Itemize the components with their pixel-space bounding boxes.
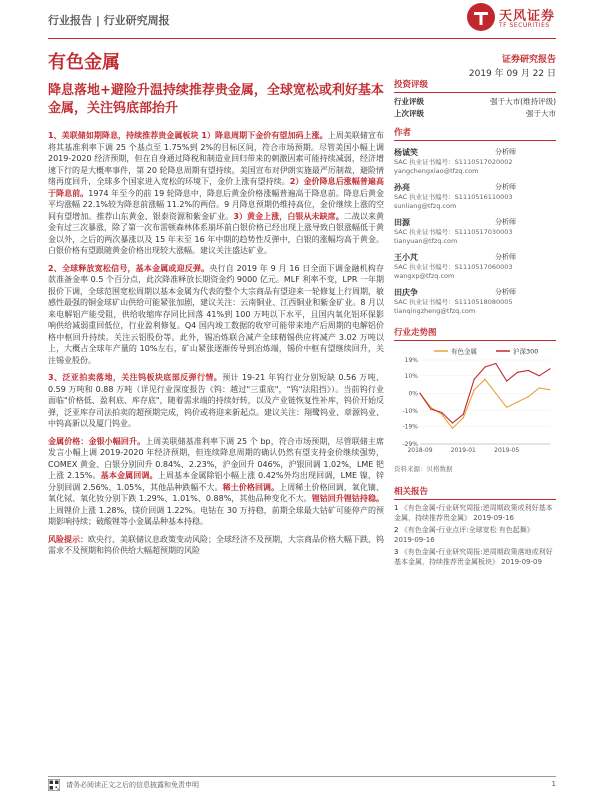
related-reports [394,485,556,567]
risk-text: 欧央行、美联储议息政策变动风险；全球经济不及预期，大宗商品价格大幅下跌、钨需求不及预期和钨价供给大幅超预期的风险 [48,534,384,555]
qr-code-icon [48,779,60,791]
data-point [528,396,529,397]
y-tick-label: -10% [402,407,418,415]
related-list [394,503,556,567]
analyst-header [394,147,556,158]
series-line-1 [420,379,550,428]
report-headline: 降息落地+避险升温持续推荐贵金属，全球宽松或利好基本金属，关注钨底部抬升 [48,83,384,116]
rating-key: 行业评级 [394,97,424,106]
data-point [484,366,485,367]
section-1-text-2: 1974 年至今的前 19 轮降息中，降息后黄金价格涨幅普遍高于降息前。降息后黄金平均涨幅 22.1%较为降息前涨幅 11.2%的两倍。9 月降息预期仍维持高位，金价继续上涨的空间有望增加。推荐山东黄金、银泰资源和紫金矿业。 [48,188,384,221]
data-point [506,407,507,408]
x-tick-label: 2018-09 [407,447,433,454]
data-point [441,412,442,413]
analyst-header [394,217,556,228]
analyst-email[interactable]: yangchengxiao@tfzq.com [394,167,479,175]
section-1-lead: 1、美联储如期降息，持续推荐贵金属板块 1）降息周期下金价有望加码上涨。 [48,131,328,140]
chart-title: 行业走势图 [394,326,556,341]
section-4 [48,436,384,528]
analyst-name: 田源 [394,218,410,227]
data-point [539,387,540,388]
section-2 [48,263,384,367]
analyst-header [394,287,556,298]
section-4-lead: 金属价格：金银小幅回升。 [48,436,146,446]
section-2-lead: 2、全球释放宽松信号，基本金属或迎反弹。 [48,263,210,273]
analyst-role: 分析师 [495,288,516,296]
analyst-list [394,147,556,316]
tf-logo-icon [466,2,496,32]
data-point [474,379,475,380]
industry-trend-chart [394,326,556,473]
analyst-email[interactable]: wangxp@tfzq.com [394,272,455,280]
section-4-text-3: 上周稀土价格回调，氧化镝、氧化铽、氧化钕分别下跌 1.29%、1.01%、0.88%，其他品种变化不大。 [48,482,385,503]
analyst-license: SAC 执业证书编号：S1110517020002 [394,158,513,166]
section-4-highlight-3: 稀土价格回调。 [222,482,280,492]
section-4-text-1: 上周美联储基准利率下调 25 个 bp，符合市场预期，尽管联储主席发言小幅上调 2019-2020 年经济预期，但连续降息周期的确认仍然有望支持金价继续强势，COMEX 黄金、白银分别回升 0.84%、2.23%，沪金回升 046%，沪银回调 1.02%，LME 钯上涨 2.15%。 [48,436,385,480]
analyst-header [394,252,556,263]
rating-row-industry [394,96,556,108]
data-point [539,375,540,376]
rating-value: 强于大市 [526,109,556,118]
section-1-text-3: 二战以来黄金有过三次暴涨，除了第一次布雷顿森林体系崩坏前白银价格已经出现上涨导致白银涨幅低于黄金以外，之后的两次暴涨以及 15 年末至 16 年中期的趋势性反弹中，白银的涨幅均高于黄金。白银价格有望跟随黄金价格出现较大涨幅。建议关注盛达矿业。 [48,211,385,255]
report-category: 行业报告 | 行业研究周报 [48,14,170,27]
data-point [441,414,442,415]
section-4-highlight-4: 锂钴回升锂钴持稳。 [311,494,384,503]
analysts-title: 作者 [394,126,556,141]
analyst-license: SAC 执业证书编号：S1110517030003 [394,228,513,236]
related-report-number: 3 [394,548,399,556]
industry-title: 有色金属 [48,52,120,73]
related-report-item[interactable] [394,547,556,567]
y-tick-label: 10% [404,372,418,380]
related-report-item[interactable] [394,525,556,545]
section-1-highlight-2: 2）金价降息后涨幅普遍高于降息前。 [48,177,384,198]
related-report-title: 《有色金属-行业研究周报:逆周期政策落地或利好基本金属，持续推荐贵金属板块》 2019-09-09 [394,548,553,566]
y-tick-label: -19% [402,423,418,431]
data-point [528,370,529,371]
legend-label: 沪深300 [513,347,539,356]
sidebar [394,78,556,569]
data-point [517,401,518,402]
x-tick-label: 2019-01 [450,447,476,454]
analyst-email[interactable]: tianqingzheng@tfzq.com [394,307,476,315]
header-divider [48,38,556,39]
risk-section [48,534,384,557]
related-report-title: 《有色金属-行业研究周报:逆周期政策或利好基本金属，持续推荐贵金属》 2019-09-16 [394,504,553,522]
data-point [495,363,496,364]
analyst-card [394,147,556,176]
section-3-text: 预计 19-21 年钨行业分别短缺 0.56 万吨、0.59 万吨和 0.88 万吨（详见行业深度报告《钨：越过"三重底"，"钨"法阻挡》）。当前钨行业面临"价格低、盈利底、库存底"，随着需求端的持续好转，以及产业链恢复性补库，钨价开始反弹，泛亚库存司法拍卖的超预期完成，钨价或将迎来新起点。建议关注：翔鹭钨业、章源钨业、中钨高新以及厦门钨业。 [48,373,384,428]
tf-securities-logo [466,2,556,36]
data-point [452,428,453,429]
analyst-card [394,182,556,211]
trend-chart-svg [394,344,556,462]
logo-text-cn: 天风证券 [499,9,556,24]
analyst-role: 分析师 [495,218,516,226]
section-3-lead: 3、泛亚拍卖落地，关注钨板块底部反弹行情。 [48,373,223,382]
analyst-email[interactable]: sunliang@tfzq.com [394,202,457,210]
analyst-name: 王小芃 [394,253,418,262]
related-report-title: 《有色金属-行业点评:全球宽松 有色起舞》 2019-09-16 [394,526,534,544]
analyst-card [394,217,556,246]
analyst-email[interactable]: tianyuan@tfzq.com [394,237,458,245]
related-report-item[interactable] [394,503,556,523]
report-type: 证券研究报告 [501,55,556,65]
section-1-text-1: 上周美联储宣布将其基准利率下调 25 个基点至 1.75%到 2%的目标区间，符合市场预期。尽管美国小幅上调 2019-2020 经济预期，但在自身通过降税和制造业回归带来的刺激因素可能持续减弱，经济增速下行的是大概率事件，第 20 轮降息周期有望持续。美国宣布对伊朗实施最严厉制裁，避险情绪再度回升，全球多个国家进入宽松的环境下，金价上涨有望持续。 [48,131,384,186]
analyst-name: 田庆争 [394,288,418,297]
analyst-license: SAC 执业证书编号：S1110518080005 [394,298,513,306]
section-4-text-2: 上周基本金属除铝小幅上涨 0.42%外均出现回调，LME 镍、锌分别回调 2.56%、1.05%，其他品种跌幅不大。 [48,471,384,492]
related-title: 相关报告 [394,485,556,500]
risk-lead: 风险提示： [48,534,88,544]
main-content [48,130,384,563]
report-date: 2019 年 09 月 22 日 [468,69,556,79]
logo-text-en: TF SECURITIES [499,22,550,29]
analyst-role: 分析师 [495,183,516,191]
footer-disclaimer: 请务必阅读正文之后的信息披露和免责申明 [66,781,199,789]
y-tick-label: 0% [408,390,418,398]
data-point [474,389,475,390]
footer-divider [48,776,556,777]
section-2-text: 央行自 2019 年 9 月 16 日全面下调金融机构存款准备金率 0.5 个百分点，此次降准释放长期资金约 9000 亿元。MLF 利率不变，LPR 一年期报价下调，全球范围宽松周期以基本金属为代表的整个大宗商品有望迎来一轮修复上行周期，敏感性最强的铜金球矿山供给可能紧张加剧，建议关注：云南铜业、江西铜业和紫金矿业。8 月以来电解铝产能受阻，供给收缩库存同比回落 41%到 100 万吨以下水平，且国内氧化铝环保影响供给减弱重回低位，行业盈利修复。Q4 国内竣工数据的收窄可能带来地产后周期的电解铝价格中枢回升持续。关注云铝股份等。此外，锡冶炼联合减产全球精锡供应将减产 3.02 万吨以上，大概占全球年产量的 10%左右，矿山紧张逐渐传导到冶炼端，锡价中枢有望继续回升，关注锡业股份。 [48,263,384,365]
data-point [484,379,485,380]
data-point [452,422,453,423]
analyst-name: 孙亮 [394,183,410,192]
analyst-license: SAC 执业证书编号：S1110517060003 [394,263,513,271]
rating-row-previous [394,108,556,120]
y-tick-label: 19% [404,357,418,364]
data-point [506,380,507,381]
data-point [463,417,464,418]
page-number: 1 [551,780,556,788]
chart-source: 资料来源：贝格数据 [394,465,453,473]
data-point [495,393,496,394]
section-3 [48,372,384,430]
analyst-card [394,252,556,281]
related-report-number: 2 [394,526,399,534]
related-report-number: 1 [394,504,399,512]
rating-key: 上次评级 [394,109,424,118]
rating-value: 强于大市(维持评级) [490,97,556,106]
analyst-card [394,287,556,316]
x-tick-label: 2019-05 [494,447,520,454]
data-point [463,414,464,415]
data-point [549,368,550,369]
section-4-highlight-2: 基本金属回调。 [100,471,158,480]
data-point [430,408,431,409]
analyst-license: SAC 执业证书编号：S1110516110003 [394,193,513,201]
legend-label: 有色金属 [451,347,477,356]
rating-title: 投资评级 [394,78,556,93]
data-point [419,393,420,394]
data-point [549,389,550,390]
section-1-highlight-3: 3）黄金上涨，白银从未缺席。 [233,211,344,221]
section-4-text-4: 上周锂价上涨 1.28%，镁价回调 1.22%。电钴在 30 万持稳，前期全球最大钴矿可能停产的预期影响持续；破酸锂等小金属品种基本持稳。 [48,505,384,526]
analyst-name: 杨诚笑 [394,148,418,157]
section-1 [48,130,384,257]
analyst-role: 分析师 [495,148,516,156]
analyst-header [394,182,556,193]
analyst-role: 分析师 [495,253,516,261]
y-tick-label: -29% [402,441,418,448]
data-point [517,372,518,373]
